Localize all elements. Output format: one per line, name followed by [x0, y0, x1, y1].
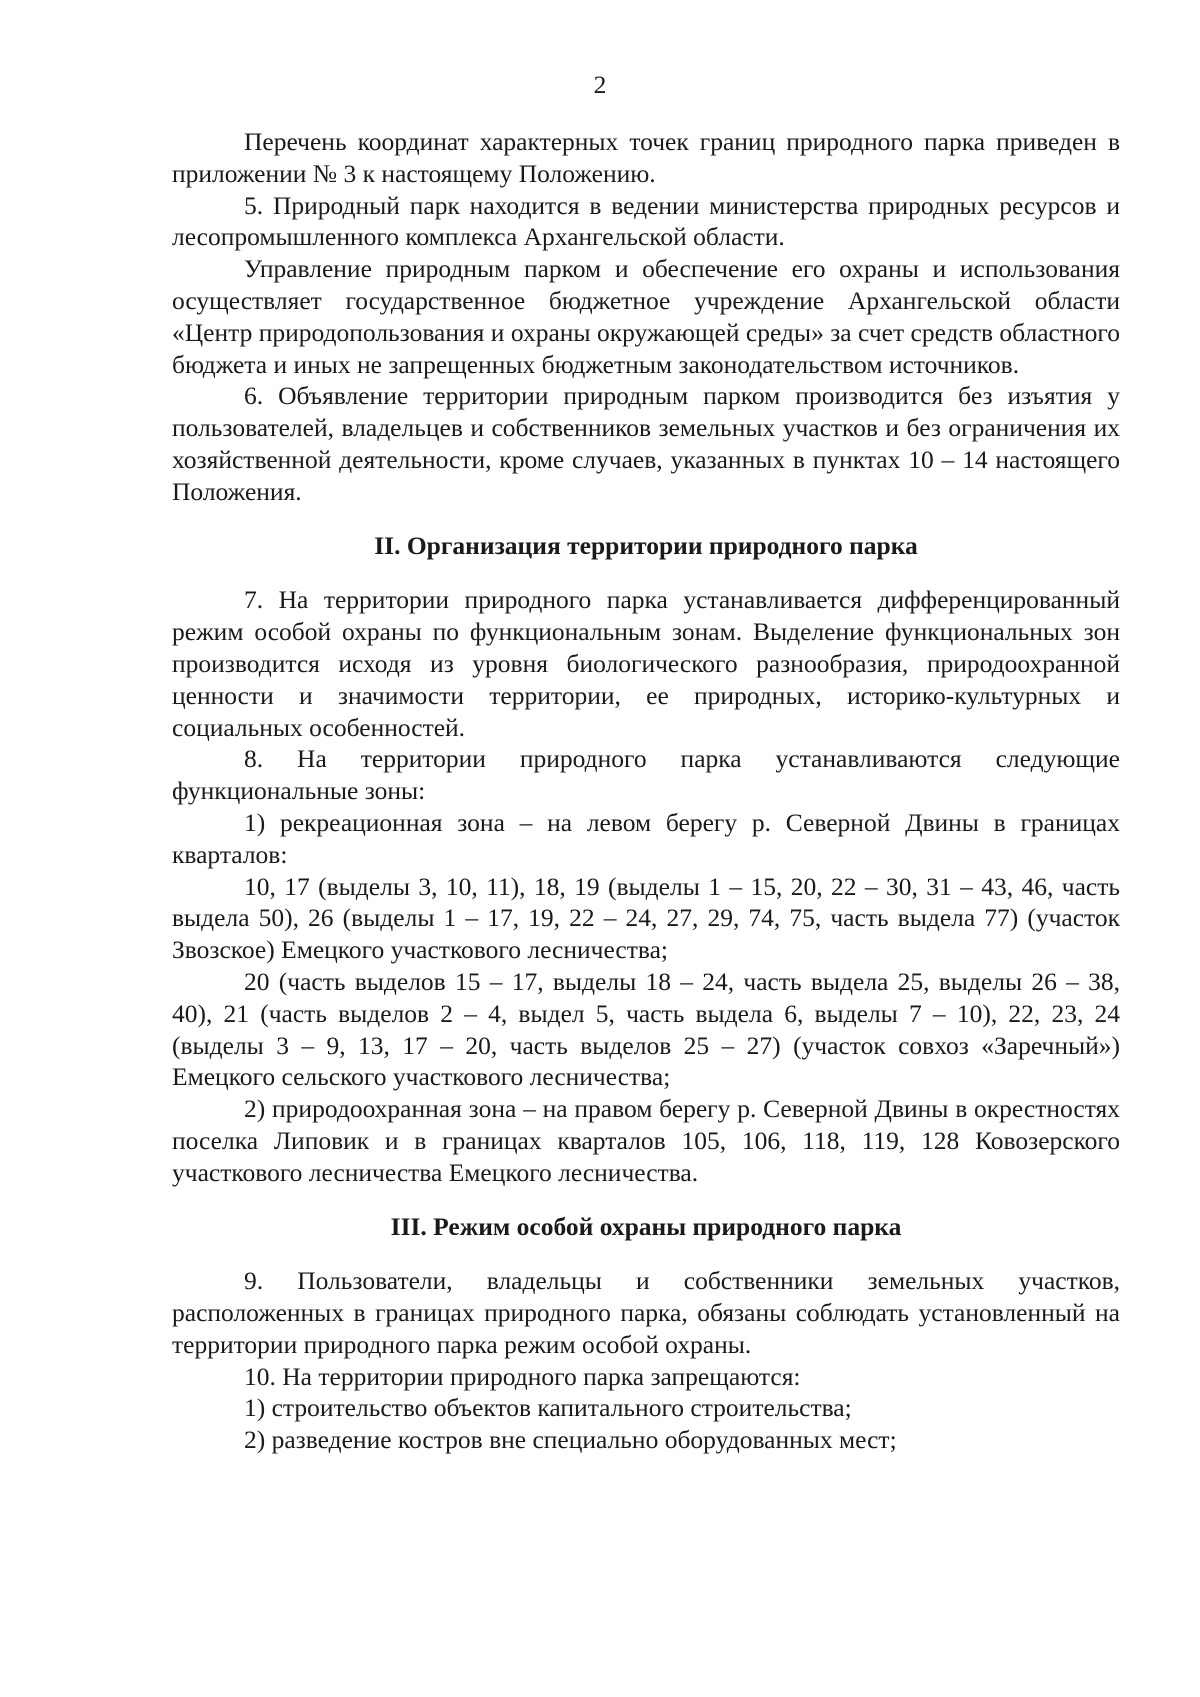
paragraph: Перечень координат характерных точек границ природного парка приведен в приложении № 3 к настоящему Положению.	[172, 127, 1120, 188]
page-number: 2	[593, 70, 607, 99]
paragraph: 20 (часть выделов 15 – 17, выделы 18 – 24, часть выдела 25, выделы 26 – 38, 40), 21 (часть выделов 2 – 4, выдел 5, часть выдела 6, выделы 7 – 10), 22, 23, 24 (выделы 3 – 9, 13, 17 – 20, часть выделов 25 – 27) (участок совхоз «Заречный») Емецкого сельского участкового лесничества;	[172, 966, 1120, 1092]
section-heading: II. Организация территории природного парка	[374, 530, 918, 560]
section-heading: III. Режим особой охраны природного парка	[390, 1211, 902, 1241]
paragraph: 2) разведение костров вне специально оборудованных мест;	[244, 1425, 897, 1455]
paragraph: Управление природным парком и обеспечение его охраны и использования осуществляет государственное бюджетное учреждение Архангельской области «Центр природопользования и охраны окружающей среды» за счет средств областного бюджета и иных не запрещенных бюджетным законодательством источников.	[172, 254, 1120, 379]
paragraph: 10. На территории природного парка запрещаются:	[244, 1361, 801, 1391]
paragraph: 1) строительство объектов капитального строительства;	[244, 1393, 852, 1423]
paragraph: 7. На территории природного парка устанавливается дифференцированный режим особой охраны по функциональным зонам. Выделение функциональных зон производится исходя из уровня биологического разнообразия, природоохранной ценности и значимости территории, ее природных, историко-культурных и социальных особенностей.	[172, 585, 1120, 742]
document-body	[172, 126, 1120, 1456]
paragraph: 6. Объявление территории природным парком производится без изъятия у пользователей, владельцев и собственников земельных участков и без ограничения их хозяйственной деятельности, кроме случаев, указанных в пунктах 10 – 14 настоящего Положения.	[172, 381, 1120, 506]
paragraph: 10, 17 (выделы 3, 10, 11), 18, 19 (выделы 1 – 15, 20, 22 – 30, 31 – 43, 46, часть выдела 50), 26 (выделы 1 – 17, 19, 22 – 24, 27, 29, 74, 75, часть выдела 77) (участок Звозское) Емецкого участкового лесничества;	[172, 871, 1120, 965]
paragraph: 8. На территории природного парка устанавливаются следующие функциональные зоны:	[172, 744, 1120, 806]
paragraph: 5. Природный парк находится в ведении министерства природных ресурсов и лесопромышленного комплекса Архангельской области.	[172, 190, 1120, 252]
paragraph: 9. Пользователи, владельцы и собственники земельных участков, расположенных в границах природного парка, обязаны соблюдать установленный на территории природного парка режим особой охраны.	[172, 1266, 1120, 1359]
paragraph: 2) природоохранная зона – на правом берегу р. Северной Двины в окрестностях поселка Липовик и в границах кварталов 105, 106, 118, 119, 128 Ковозерского участкового лесничества Емецкого лесничества.	[172, 1094, 1120, 1187]
paragraph: 1) рекреационная зона – на левом берегу р. Северной Двины в границах кварталов:	[172, 807, 1120, 869]
